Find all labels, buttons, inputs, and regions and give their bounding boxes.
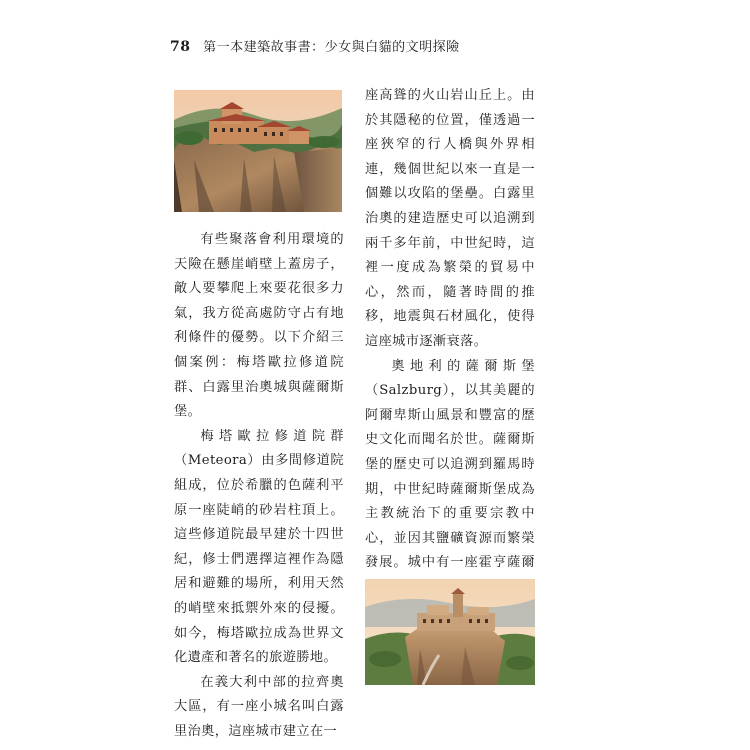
bagnoregio-continued-paragraph: 座高聳的火山岩山丘上。由於其隱秘的位置，僅透過一座狹窄的行人橋與外界相連，幾個世紀以來一直是一個難以攻陷的堡壘。白露里治奧的建造歷史可以追溯到兩千多年前，中世紀時，這裡一度成為繁榮的貿易中心，然而，隨著時間的推移，地震與石材風化，使得這座城市逐漸衰落。 — [365, 88, 535, 349]
book-title: 第一本建築故事書：少女與白貓的文明探險 — [203, 40, 460, 55]
intro-paragraph: 有些聚落會利用環境的天險在懸崖峭壁上蓋房子，敵人要攀爬上來要花很多力氣，我方從高處防守占有地利條件的優勢。以下介紹三個案例：梅塔歐拉修道院群、白露里治奧城與薩爾斯堡。 — [174, 232, 344, 420]
bagnoregio-paragraph: 在義大利中部的拉齊奧大區，有一座小城名叫白露里治奧，這座城市建立在一 — [174, 674, 344, 739]
page-header — [170, 36, 460, 55]
page-number: 78 — [170, 39, 191, 55]
salzburg-paragraph: 奧地利的薩爾斯堡（Salzburg），以其美麗的阿爾卑斯山風景和豐富的歷史文化而聞名於世。薩爾斯堡的歷史可以追溯到羅馬時期，中世紀時薩爾斯堡成為主教統治下的重要宗教中心，並因其鹽礦資源而繁榮發展。城中有一座霍亨薩爾 — [365, 358, 535, 571]
meteora-monastery-photo — [174, 90, 342, 212]
left-column — [174, 228, 344, 744]
meteora-paragraph: 梅塔歐拉修道院群（Meteora）由多間修道院組成，位於希臘的色薩利平原一座陡峭的砂岩柱頂上。這些修道院最早建於十四世紀，修士們選擇這裡作為隱居和避難的場所，利用天然的峭壁來抵禦外來的侵擾。如今，梅塔歐拉成為世界文化遺產和著名的旅遊勝地。 — [174, 428, 344, 666]
hilltop-town-photo — [365, 579, 535, 685]
